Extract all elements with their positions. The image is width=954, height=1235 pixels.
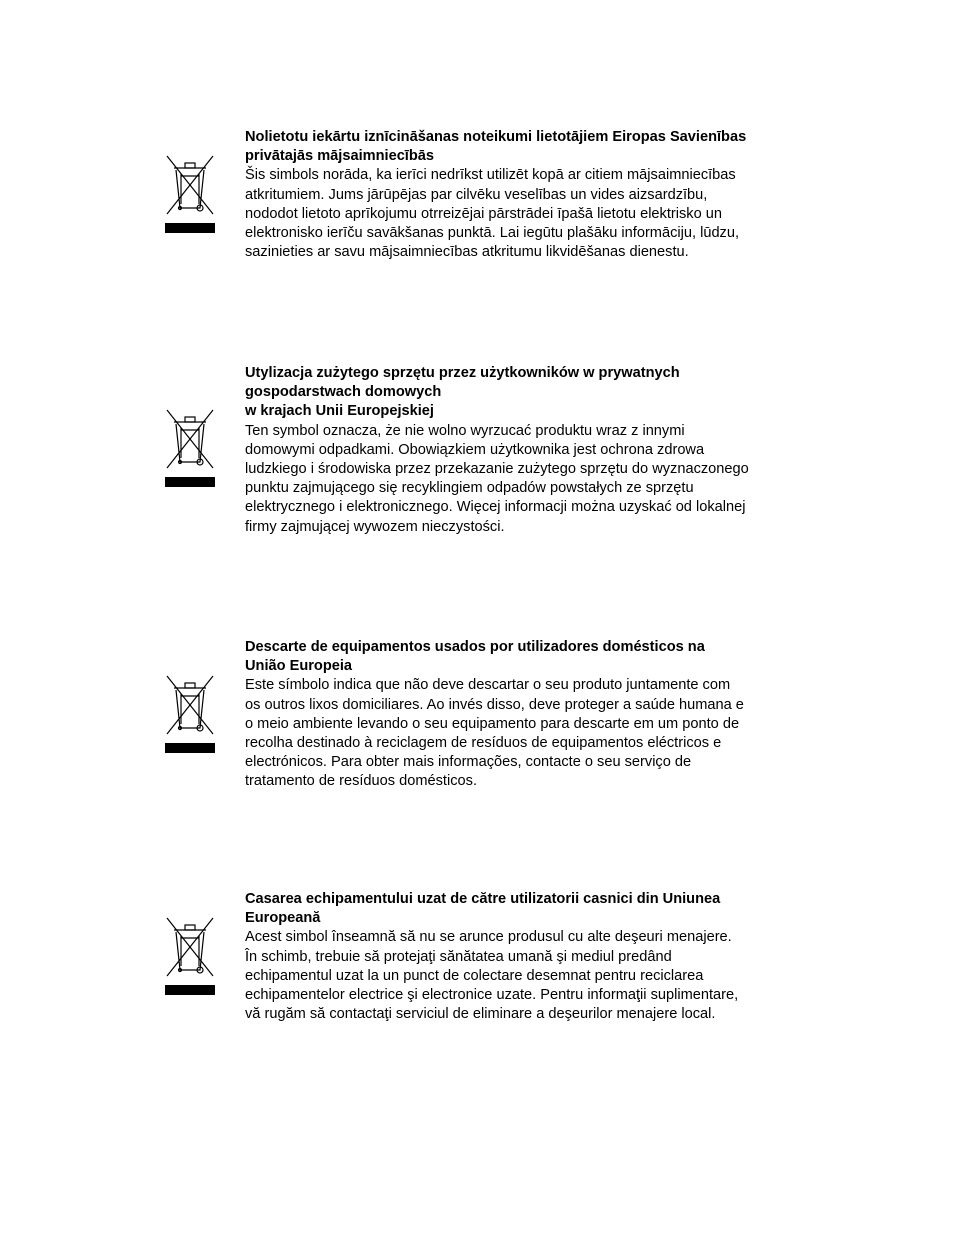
section-body-line: firmy zajmującej wywozem nieczystości.	[245, 518, 505, 535]
section-body-line: o meio ambiente levando o seu equipamento para descarte em um ponto de	[245, 715, 740, 732]
weee-crossed-bin-icon	[164, 914, 216, 998]
section-heading-line: Europeană	[245, 910, 321, 927]
weee-crossed-bin-icon	[164, 152, 216, 236]
weee-crossed-bin-icon	[164, 406, 216, 490]
section-body-line: vă rugăm să contactaţi serviciul de eliminare a deşeurilor menajere local.	[245, 1006, 716, 1023]
section-body-line: tratamento de resíduos domésticos.	[245, 773, 477, 790]
section-body-line: punktu zajmującego się recyklingiem odpadów powstałych ze sprzętu	[245, 480, 694, 497]
section-body-line: echipamentelor electrice şi electronice uzate. Pentru informaţii suplimentare,	[245, 987, 739, 1004]
section-body-line: domowymi odpadkami. Obowiązkiem użytkownika jest ochrona zdrowa	[245, 441, 705, 458]
section-body-line: Ten symbol oznacza, że nie wolno wyrzucać produktu wraz z innymi	[245, 422, 685, 439]
section-body-line: sazinieties ar savu mājsaimniecības atkritumu likvidēšanas dienestu.	[245, 244, 689, 261]
section-body-line: elektronisko ierīču savākšanas punktā. Lai iegūtu plašāku informāciju, lūdzu,	[245, 225, 740, 242]
section-heading-line: gospodarstwach domowych	[245, 384, 442, 401]
section-heading-line: w krajach Unii Europejskiej	[245, 403, 434, 420]
section-body-line: Este símbolo indica que não deve descartar o seu produto juntamente com	[245, 677, 731, 694]
section-body-line: echipamentul uzat la un punct de colectare desemnat pentru reciclarea	[245, 967, 704, 984]
section-body-line: Acest simbol înseamnă să nu se arunce produsul cu alte deşeuri menajere.	[245, 929, 732, 946]
weee-crossed-bin-icon	[164, 672, 216, 756]
section-body-line: electrónicos. Para obter mais informações, contacte o seu serviço de	[245, 754, 692, 771]
section-heading-line: Casarea echipamentului uzat de către utilizatorii casnici din Uniunea	[245, 891, 721, 907]
section-heading-line: privātajās mājsaimniecībās	[245, 148, 435, 165]
section-heading-line: Descarte de equipamentos usados por utilizadores domésticos na	[245, 639, 705, 655]
section-body-line: În schimb, trebuie să protejaţi sănătatea umană şi mediul predând	[245, 948, 672, 965]
section-body-line: Šis simbols norāda, ka ierīci nedrīkst utilizēt kopā ar citiem mājsaimniecības	[245, 167, 736, 184]
section-body-line: nododot lietoto aprīkojumu otrreizējai pārstrādei īpašā lietotu elektrisko un	[245, 205, 722, 222]
section-heading-line: Utylizacja zużytego sprzętu przez użytkowników w prywatnych	[245, 365, 680, 381]
section-body-line: elektrycznego i elektronicznego. Więcej informacji można uzyskać od lokalnej	[245, 499, 746, 516]
section-body-line: os outros lixos domiciliares. Ao invés disso, deve proteger a saúde humana e	[245, 696, 744, 713]
section-body-line: recolha destinado à reciclagem de resíduos de equipamentos eléctricos e	[245, 735, 722, 752]
section-heading-line: União Europeia	[245, 658, 353, 675]
section-body-line: atkritumiem. Jums jārūpējas par cilvēku veselības un vides aizsardzību,	[245, 186, 708, 203]
section-body-line: ludzkiego i środowiska przez przekazanie zużytego sprzętu do wyznaczonego	[245, 461, 749, 478]
section-heading-line: Nolietotu iekārtu iznīcināšanas noteikumi lietotājiem Eiropas Savienības	[245, 129, 747, 145]
